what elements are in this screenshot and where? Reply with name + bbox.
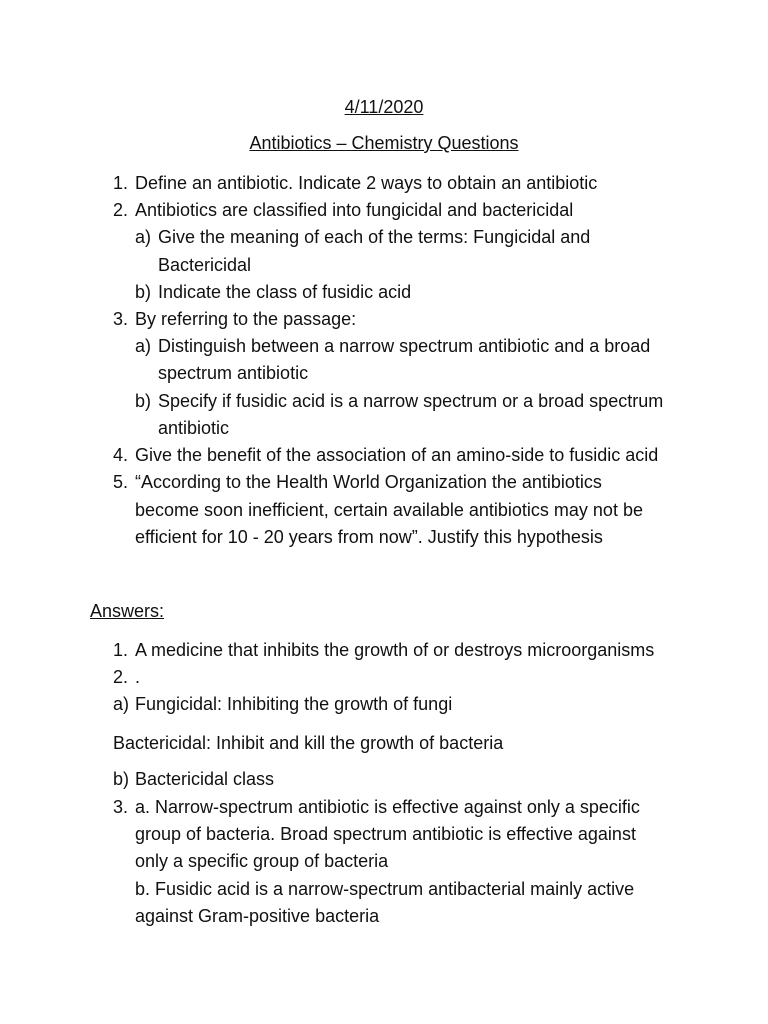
question-2a-letter: a) (135, 227, 152, 247)
answer-2-text: . (135, 667, 141, 687)
question-3a-text-line-2: spectrum antibiotic (158, 363, 309, 383)
document-title: Antibiotics – Chemistry Questions (249, 133, 519, 153)
question-2a-text-line-1: Give the meaning of each of the terms: Fungicidal and (158, 227, 591, 247)
answer-2a-letter: a) (113, 694, 130, 714)
question-5-text-line-2: become soon inefficient, certain available antibiotics may not be (135, 500, 643, 520)
question-1-text: Define an antibiotic. Indicate 2 ways to obtain an antibiotic (135, 173, 598, 193)
question-5-text-line-3: efficient for 10 - 20 years from now”. Justify this hypothesis (135, 527, 603, 547)
question-3b-letter: b) (135, 391, 152, 411)
answer-3b-text-line-2: against Gram-positive bacteria (135, 906, 380, 926)
document-date: 4/11/2020 (344, 97, 424, 117)
question-3b-text-line-2: antibiotic (158, 418, 230, 438)
answer-2b-text: Bactericidal class (135, 769, 275, 789)
question-2-text: Antibiotics are classified into fungicidal and bactericidal (135, 200, 574, 220)
question-5-text-line-1: “According to the Health World Organization the antibiotics (135, 472, 602, 492)
answer-3a-text-line-2: group of bacteria. Broad spectrum antibiotic is effective against (135, 824, 636, 844)
question-4-number: 4. (113, 445, 129, 465)
answer-3a-text-line-1: a. Narrow-spectrum antibiotic is effective against only a specific (135, 797, 640, 817)
question-5-number: 5. (113, 472, 129, 492)
answer-3b-text-line-1: b. Fusidic acid is a narrow-spectrum antibacterial mainly active (135, 879, 635, 899)
question-3a-letter: a) (135, 336, 152, 356)
answer-2a-text: Fungicidal: Inhibiting the growth of fungi (135, 694, 453, 714)
question-3-text: By referring to the passage: (135, 309, 357, 329)
question-2b-letter: b) (135, 282, 152, 302)
question-2b-text: Indicate the class of fusidic acid (158, 282, 412, 302)
question-4-text: Give the benefit of the association of an amino-side to fusidic acid (135, 445, 659, 465)
answer-3-number: 3. (113, 797, 129, 817)
answer-1-text: A medicine that inhibits the growth of or destroys microorganisms (135, 640, 655, 660)
answer-3a-text-line-3: only a specific group of bacteria (135, 851, 389, 871)
answer-2b-letter: b) (113, 769, 130, 789)
question-1-number: 1. (113, 173, 129, 193)
question-3-number: 3. (113, 309, 129, 329)
answer-1-number: 1. (113, 640, 129, 660)
answer-bactericidal-text: Bactericidal: Inhibit and kill the growth of bacteria (113, 733, 504, 753)
question-3b-text-line-1: Specify if fusidic acid is a narrow spectrum or a broad spectrum (158, 391, 664, 411)
answer-2-number: 2. (113, 667, 129, 687)
question-2-number: 2. (113, 200, 129, 220)
question-3a-text-line-1: Distinguish between a narrow spectrum antibiotic and a broad (158, 336, 651, 356)
answers-heading: Answers: (90, 601, 165, 621)
question-2a-text-line-2: Bactericidal (158, 255, 252, 275)
